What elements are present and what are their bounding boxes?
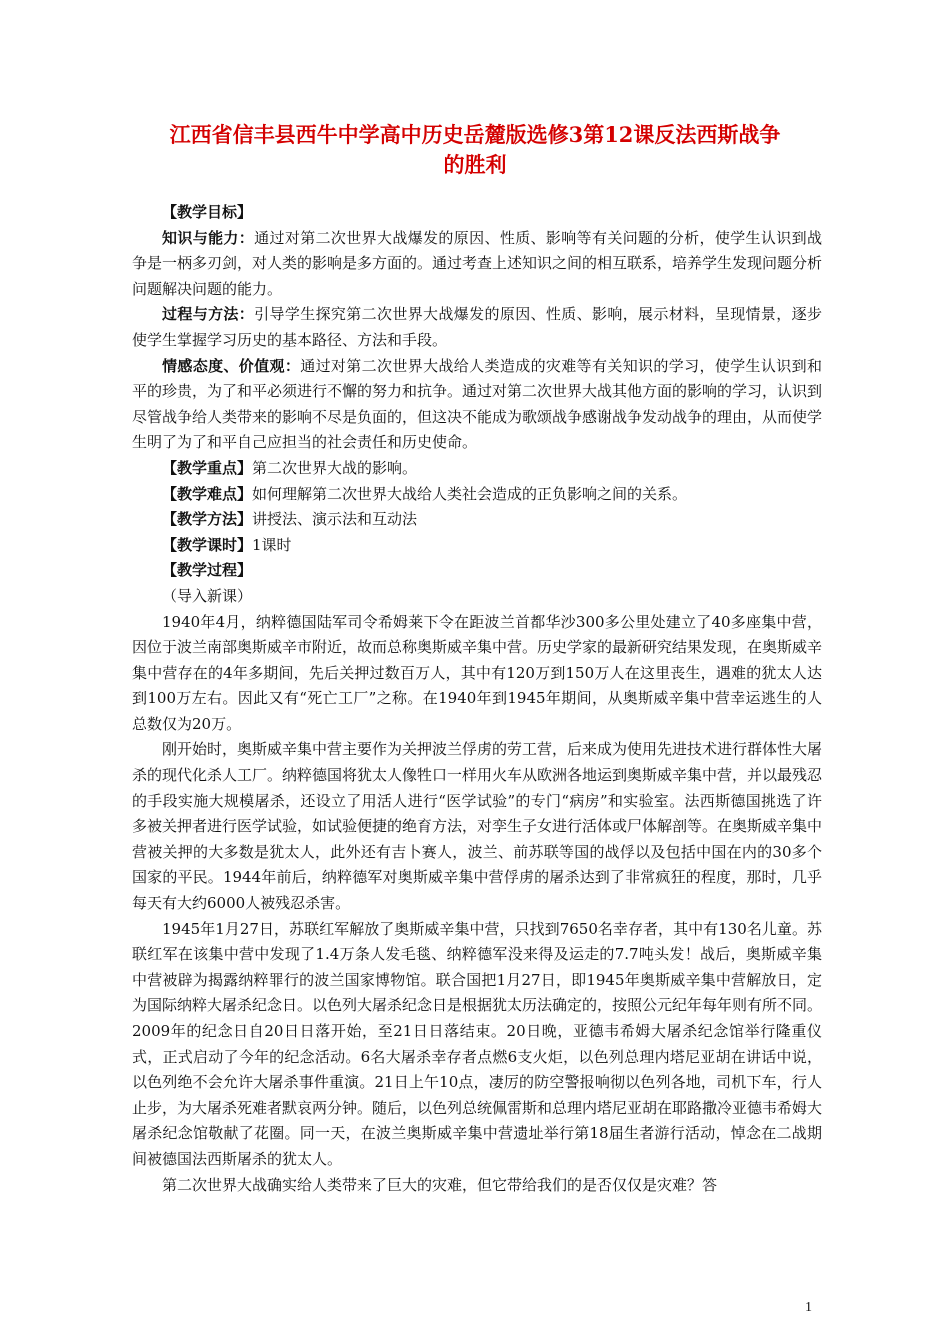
objective-emotion	[132, 354, 822, 456]
emotion-text: 通过对第二次世界大战给人类造成的灾难等有关知识的学习，使学生认识到和平的珍贵，为了和平必须进行不懈的努力和抗争。通过对第二次世界大战其他方面的影响的学习，认识到尽管战争给人类带来的影响不尽是负面的，但这决不能成为歌颂战争感谢战争发动战争的理由，从而使学生明了为了和平自己应担当的社会责任和历史使命。	[132, 356, 823, 452]
key-label: 【教学重点】	[162, 458, 253, 477]
objectives-header: 【教学目标】	[162, 203, 253, 221]
knowledge-label: 知识与能力：	[162, 228, 255, 247]
objective-knowledge	[132, 226, 822, 303]
paragraph-1: 1940年4月，纳粹德国陆军司令希姆莱下令在距波兰首都华沙300多公里处建立了40多座集中营，因位于波兰南部奥斯威辛市附近，故而总称奥斯威辛集中营。历史学家的最新研究结果发现，在奥斯威辛集中营存在的4年多期间，先后关押过数百万人，其中有120万到150万人在这里丧生，遇难的犹太人达到100万左右。因此又有“死亡工厂”之称。在1940年到1945年期间，从奥斯威辛集中营幸运逃生的人总数仅为20万。	[132, 612, 823, 733]
teaching-method	[132, 507, 822, 533]
hours-text: 1课时	[252, 535, 292, 554]
knowledge-text: 通过对第二次世界大战爆发的原因、性质、影响等有关问题的分析，使学生认识到战争是一柄多刃剑，对人类的影响是多方面的。通过考查上述知识之间的相互联系，培养学生发现问题分析问题解决问题的能力。	[132, 228, 823, 298]
title-line-2: 的胜利	[443, 152, 507, 177]
title-line-1: 江西省信丰县西牛中学高中历史岳麓版选修3第12课反法西斯战争	[169, 122, 781, 147]
process-text: 引导学生探究第二次世界大战爆发的原因、性质、影响，展示材料，呈现情景，逐步使学生掌握学习历史的基本路径、方法和手段。	[132, 305, 822, 349]
objective-process	[132, 302, 822, 353]
document-body	[132, 200, 822, 1198]
method-text: 讲授法、演示法和互动法	[252, 510, 418, 529]
difficulty-label: 【教学难点】	[162, 484, 253, 503]
process-label: 过程与方法：	[162, 305, 255, 324]
teaching-hours	[132, 533, 822, 559]
document-title	[100, 120, 850, 180]
key-point	[132, 456, 822, 482]
difficulty-text: 如何理解第二次世界大战给人类社会造成的正负影响之间的关系。	[252, 484, 688, 503]
process-header: 【教学过程】	[162, 561, 253, 580]
page-number: 1	[805, 1300, 812, 1315]
method-label: 【教学方法】	[162, 510, 253, 529]
paragraph-4: 第二次世界大战确实给人类带来了巨大的灾难，但它带给我们的是否仅仅是灾难？答	[162, 1175, 718, 1194]
intro-line: （导入新课）	[162, 586, 253, 605]
hours-label: 【教学课时】	[162, 535, 253, 554]
paragraph-2: 刚开始时，奥斯威辛集中营主要作为关押波兰俘虏的劳工营，后来成为使用先进技术进行群体性大屠杀的现代化杀人工厂。纳粹德国将犹太人像牲口一样用火车从欧洲各地运到奥斯威辛集中营，并以最残忍的手段实施大规模屠杀，还设立了用活人进行“医学试验”的专门“病房”和实验室。法西斯德国挑选了许多被关押者进行医学试验，如试验便捷的绝育方法，对孪生子女进行活体或尸体解剖等。在奥斯威辛集中营被关押的大多数是犹太人，此外还有吉卜赛人，波兰、前苏联等国的战俘以及包括中国在内的30多个国家的平民。1944年前后，纳粹德军对奥斯威辛集中营俘虏的屠杀达到了非常疯狂的程度，那时，几乎每天有大约6000人被残忍杀害。	[132, 740, 823, 913]
difficulty-point	[132, 482, 822, 508]
key-text: 第二次世界大战的影响。	[252, 458, 418, 477]
paragraph-3: 1945年1月27日，苏联红军解放了奥斯威辛集中营，只找到7650名幸存者，其中有130名儿童。苏联红军在该集中营中发现了1.4万条人发毛毯、纳粹德军没来得及运走的7.7吨头发！战后，奥斯威辛集中营被辟为揭露纳粹罪行的波兰国家博物馆。联合国把1月27日，即1945年奥斯威辛集中营解放日，定为国际纳粹大屠杀纪念日。以色列大屠杀纪念日是根据犹太历法确定的，按照公元纪年每年则有所不同。2009年的纪念日自20日日落开始，至21日日落结束。20日晚，亚德韦希姆大屠杀纪念馆举行隆重仪式，正式启动了今年的纪念活动。6名大屠杀幸存者点燃6支火炬，以色列总理内塔尼亚胡在讲话中说，以色列绝不会允许大屠杀事件重演。21日上午10点，凄厉的防空警报响彻以色列各地，司机下车，行人止步，为大屠杀死难者默哀两分钟。随后，以色列总统佩雷斯和总理内塔尼亚胡在耶路撒冷亚德韦希姆大屠杀纪念馆敬献了花圈。同一天，在波兰奥斯威辛集中营遗址举行第18届生者游行活动，悼念在二战期间被德国法西斯屠杀的犹太人。	[132, 919, 823, 1168]
emotion-label: 情感态度、价值观：	[162, 356, 301, 375]
